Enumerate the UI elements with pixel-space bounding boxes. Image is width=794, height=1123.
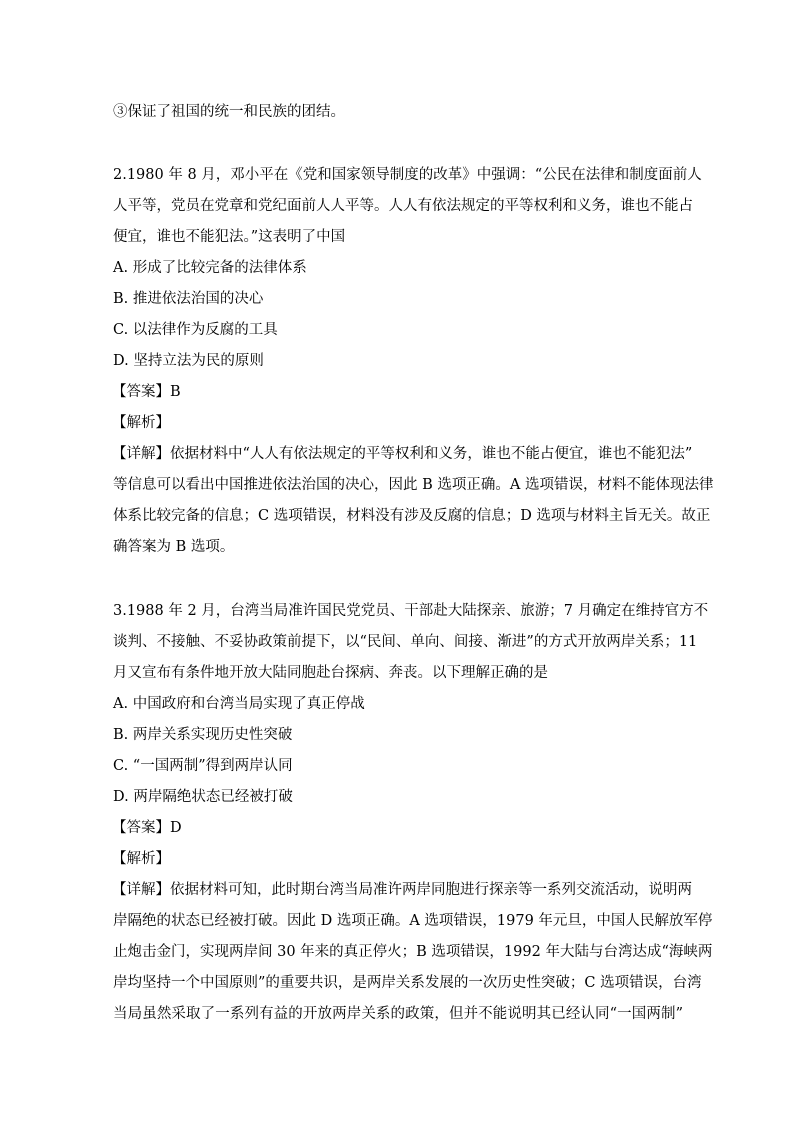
q2-option-a: A. 形成了比较完备的法律体系 [113,260,307,276]
q2-stem-line-1: 2.1980 年 8 月，邓小平在《党和国家领导制度的改革》中强调：“公民在法律和制度面前人 [113,167,702,183]
q3-analysis-label: 【解析】 [112,851,170,867]
q2-detail-line-3: 体系比较完备的信息；C 选项错误，材料没有涉及反腐的信息；D 选项与材料主旨无关。故正 [113,508,711,524]
q2-stem-line-2: 人平等，党员在党章和党纪面前人人平等。人人有依法规定的平等权利和义务，谁也不能占 [113,198,693,214]
q2-answer: 【答案】B [112,384,181,400]
q3-answer: 【答案】D [112,820,182,836]
q3-option-b: B. 两岸关系实现历史性突破 [113,727,293,743]
q3-detail-line-3: 止炮击金门，实现两岸间 30 年来的真正停火；B 选项错误，1992 年大陆与台湾达成“海峡两 [113,944,713,960]
q2-detail-line-1: 【详解】依据材料中“人人有依法规定的平等权利和义务，谁也不能占便宜，谁也不能犯法” [112,446,693,462]
q2-option-d: D. 坚持立法为民的原则 [113,353,264,369]
q3-detail-line-4: 岸均坚持一个中国原则”的重要共识，是两岸关系发展的一次历史性突破；C 选项错误，台湾 [113,975,702,991]
q3-detail-line-5: 当局虽然采取了一系列有益的开放两岸关系的政策，但并不能说明其已经认同“一国两制” [113,1006,683,1022]
q3-option-c: C. “一国两制”得到两岸认同 [113,758,293,774]
q3-option-a: A. 中国政府和台湾当局实现了真正停战 [113,696,365,712]
q3-detail-line-1: 【详解】依据材料可知，此时期台湾当局准许两岸同胞进行探亲等一系列交流活动，说明两 [112,882,692,898]
q2-detail-line-4: 确答案为 B 选项。 [113,539,235,555]
q2-stem-line-3: 便宜，谁也不能犯法。”这表明了中国 [113,229,346,245]
q3-option-d: D. 两岸隔绝状态已经被打破 [113,789,293,805]
q3-stem-line-3: 月又宣布有条件地开放大陆同胞赴台探病、奔丧。以下理解正确的是 [113,665,548,681]
q3-detail-line-2: 岸隔绝的状态已经被打破。因此 D 选项正确。A 选项错误，1979 年元旦，中国人民解放军停 [113,913,713,929]
q2-option-c: C. 以法律作为反腐的工具 [113,322,278,338]
q3-stem-line-1: 3.1988 年 2 月，台湾当局准许国民党党员、干部赴大陆探亲、旅游；7 月确定在维持官方不 [113,603,709,619]
q3-stem-line-2: 谈判、不接触、不妥协政策前提下，以“民间、单向、间接、渐进”的方式开放两岸关系；11 [113,634,698,650]
q2-analysis-label: 【解析】 [112,415,170,431]
intro-line: ③保证了祖国的统一和民族的团结。 [113,104,345,120]
q2-option-b: B. 推进依法治国的决心 [113,291,264,307]
q2-detail-line-2: 等信息可以看出中国推进依法治国的决心，因此 B 选项正确。A 选项错误，材料不能体现法律 [113,477,714,493]
